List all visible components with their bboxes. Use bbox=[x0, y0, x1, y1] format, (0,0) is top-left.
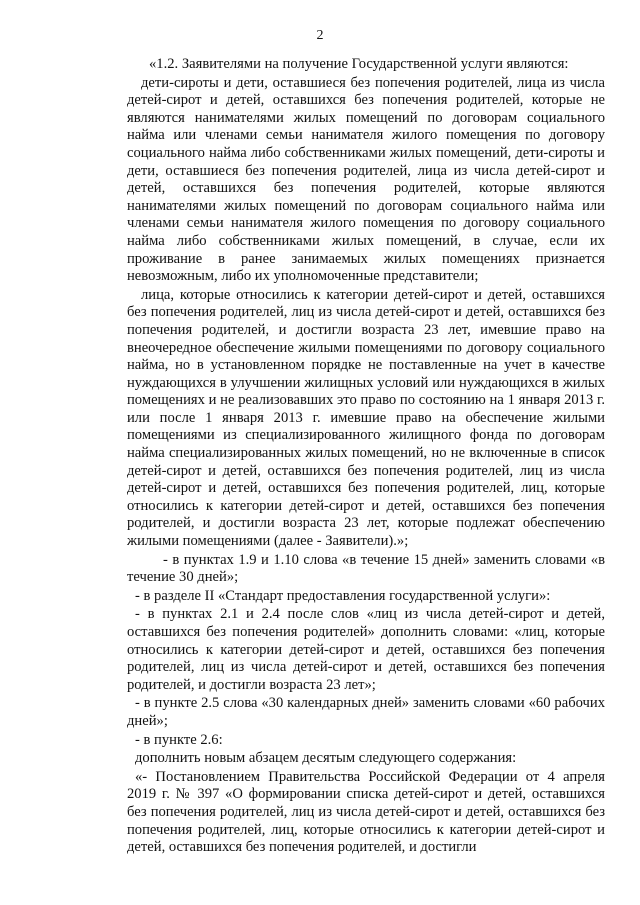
paragraph-items-1-9-1-10: - в пунктах 1.9 и 1.10 слова «в течение 15 дней» заменить словами «в течение 30 дней»; bbox=[127, 551, 605, 586]
document-body bbox=[127, 56, 605, 858]
page-number: 2 bbox=[316, 28, 324, 43]
paragraph-persons-over-23: лица, которые относились к категории детей-сирот и детей, оставшихся без попечения родителей, лиц из числа детей-сирот и детей, оставшихся без попечения родителей, и достигли возраста 23 лет, имевшие право на внеочередное обеспечение жилыми помещениями по договору социального найма, но в установленном порядке не поставленные на учет в качестве нуждающихся в улучшении жилищных условий или нуждающихся в жилых помещениях и не реализовавших это право по состоянию на 1 января 2013 г. или после 1 января 2013 г. имевшие право на обеспечение жилыми помещениями из специализированного жилищного фонда по договорам найма специализированных жилых помещений, но не включенные в список детей-сирот и детей, оставшихся без попечения родителей, лиц из числа детей-сирот и детей, оставшихся без попечения родителей, лиц, которые относились к категории детей-сирот и детей, оставшихся без попечения родителей, и достигли возраста 23 лет, которые подлежат обеспечению жилыми помещениями (далее - Заявители).»; bbox=[127, 286, 605, 550]
paragraph-applicants-heading: «1.2. Заявителями на получение Государственной услуги являются: bbox=[149, 56, 569, 72]
paragraph-orphans: дети-сироты и дети, оставшиеся без попечения родителей, лица из числа детей-сирот и детей, оставшихся без попечения родителей, которые не являются нанимателями жилых помещений по договорам социального найма или членами семьи нанимателя жилого помещения по договору социального найма либо собственниками жилых помещений, дети-сироты и дети, оставшиеся без попечения родителей, лица из числа детей-сирот и детей, оставшихся без попечения родителей, которые являются нанимателями жилых помещений по договорам социального найма или членами семьи нанимателя жилого помещения по договору социального найма либо собственниками жилых помещений, в случае, если их проживание в ранее занимаемых жилых помещениях признается невозможным, либо их уполномоченные представители; bbox=[127, 74, 605, 285]
paragraph-item-2-6: - в пункте 2.6: bbox=[135, 731, 223, 748]
paragraph-item-2-5: - в пункте 2.5 слова «30 календарных дней» заменить словами «60 рабочих дней»; bbox=[127, 695, 605, 729]
paragraph-government-decree: «- Постановлением Правительства Российской Федерации от 4 апреля 2019 г. № 397 «О формировании списка детей-сирот и детей, оставшихся без попечения родителей, лиц из числа детей-сирот и детей, оставшихся без попечения родителей, лиц, которые относились к категории детей-сирот и детей, оставшихся без попечения родителей, и достигли bbox=[127, 768, 605, 856]
paragraph-items-2-1-2-4: - в пунктах 2.1 и 2.4 после слов «лиц из числа детей-сирот и детей, оставшихся без попечения родителей» дополнить словами: «лиц, которые относились к категории детей-сирот и детей, оставшихся без попечения родителей, лиц из числа детей-сирот и детей, оставшихся без попечения родителей, и достигли возраста 23 лет»; bbox=[127, 606, 605, 693]
paragraph-add-tenth-paragraph: дополнить новым абзацем десятым следующего содержания: bbox=[135, 750, 517, 767]
paragraph-section-2: - в разделе II «Стандарт предоставления государственной услуги»: bbox=[135, 587, 551, 604]
